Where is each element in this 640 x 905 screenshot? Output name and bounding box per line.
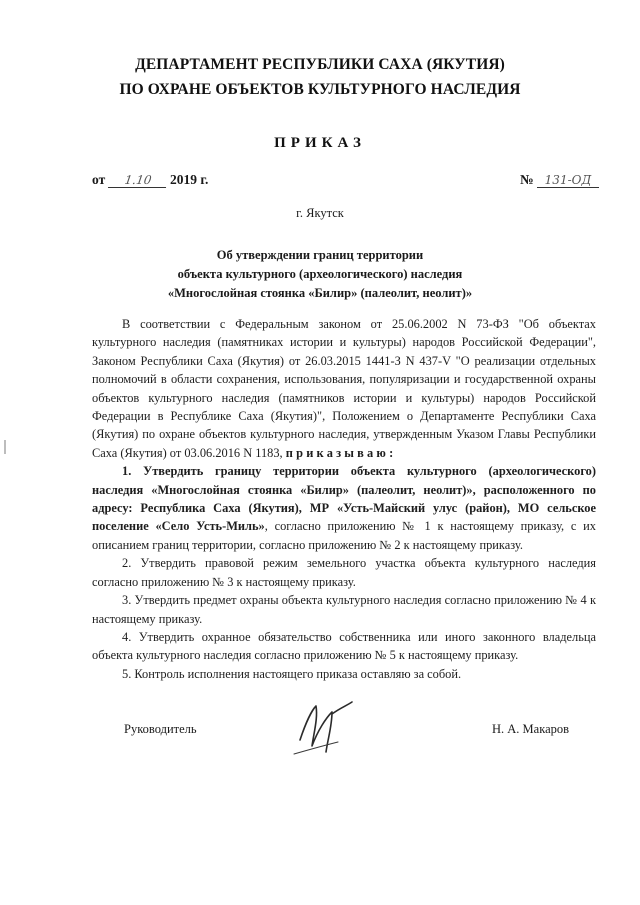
city-line: г. Якутск <box>296 206 344 220</box>
item-1 <box>92 462 596 554</box>
number-sign: № <box>520 172 534 187</box>
date-prefix: от <box>92 172 106 187</box>
date-year: 2019 г. <box>169 172 209 187</box>
document-type-title: ПРИКАЗ <box>274 135 366 151</box>
signatory-title: Руководитель <box>124 722 197 736</box>
department-name-line1: ДЕПАРТАМЕНТ РЕСПУБЛИКИ САХА (ЯКУТИЯ) <box>135 56 505 73</box>
subject-line3: «Многослойная стоянка «Билир» (палеолит, неолит)» <box>167 286 473 300</box>
subject-line1: Об утверждении границ территории <box>216 248 424 262</box>
item-5: 5. Контроль исполнения настоящего приказа оставляю за собой. <box>122 666 462 681</box>
department-name-line2: ПО ОХРАНЕ ОБЪЕКТОВ КУЛЬТУРНОГО НАСЛЕДИЯ <box>119 81 521 98</box>
order-number <box>520 172 599 188</box>
decree-word: приказываю: <box>285 445 397 460</box>
order-body <box>92 315 596 683</box>
order-date <box>92 172 208 188</box>
preamble-paragraph <box>92 315 596 462</box>
item-3: 3. Утвердить предмет охраны объекта культурного наследия согласно приложению № 4 к настоящему приказу. <box>92 593 596 626</box>
scan-margin-mark <box>4 440 6 454</box>
item-1-bold-text: 1. Утвердить границу территории объекта культурного (археологического) наследия «Многослойная стоянка «Билир» (палеолит, неолит)», расположенного по адресу: Республика Саха (Якутия), МР «Усть-Майский улус (район), МО сельское поселение «Село Усть-Миль» <box>92 464 596 534</box>
subject-line2: объекта культурного (археологического) наследия <box>177 267 463 281</box>
handwritten-number: 131-ОД <box>537 173 599 188</box>
signatory-name: Н. А. Макаров <box>492 722 570 736</box>
item-4: 4. Утвердить охранное обязательство собственника или иного законного владельца объекта культурного наследия согласно приложению № 5 к настоящему приказу. <box>92 629 596 663</box>
preamble-text: В соответствии с Федеральным законом от 25.06.2002 N 73-ФЗ "Об объектах культурного наследия (памятниках истории и культуры) народов Российской Федерации", Законом Республики Саха (Якутия) от 26.03.2015 1441-З N 437-V "О реализации отдельных полномочий в области сохранения, использования, популяризации и государственной охраны объектов культурного наследия (памятников истории и культуры) народов Российской Федерации в Республике Саха (Якутия)", Положением о Департаменте Республики Саха (Якутия) по охране объектов культурного наследия, утвержденным Указом Главы Республики Саха (Якутия) от 03.06.2016 N 1183, <box>92 317 596 460</box>
item-2: 2. Утвердить правовой режим земельного участка объекта культурного наследия согласно приложению № 3 к настоящему приказу. <box>92 556 596 589</box>
item-1-text: , согласно приложению № 1 к настоящему приказу, с их описанием границ территории, согласно приложению № 2 к настоящему приказу. <box>92 519 596 552</box>
handwritten-date: 1.10 <box>108 173 168 188</box>
handwritten-signature <box>288 692 368 762</box>
